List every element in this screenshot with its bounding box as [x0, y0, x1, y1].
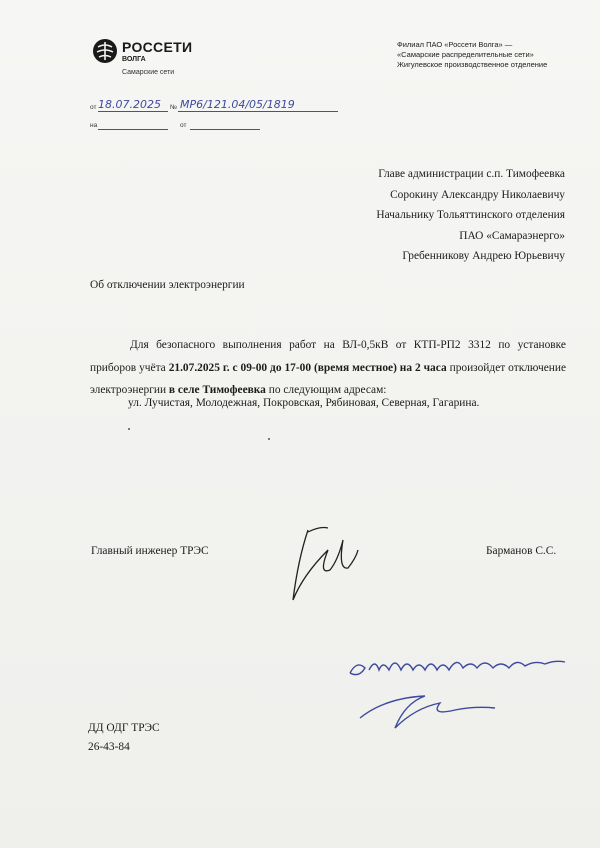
letter-subject: Об отключении электроэнергии	[90, 279, 245, 291]
branch-line-2: «Самарские распределительные сети»	[397, 50, 534, 59]
footer-department: ДД ОДГ ТРЭС	[88, 722, 160, 734]
rosseti-logo-icon	[92, 38, 118, 64]
outage-time: 21.07.2025 г. с 09-00 до 17-00 (время местное) на 2 часа	[168, 361, 447, 374]
body-paragraph: Для безопасного выполнения работ на ВЛ-0,5кВ от КТП-РП2 3312 по установке приборов учёта 21.07.2025 г. с 09-00 до 17-00 (время местное) на 2 часа произойдет отключение электроэнергии в селе Тимофеевка по следующим адресам:	[90, 339, 567, 396]
branch-info	[397, 40, 577, 70]
registration-block	[90, 98, 350, 134]
signer-name: Барманов С.С.	[486, 545, 557, 557]
addressee-line: Главе администрации с.п. Тимофеевка	[378, 168, 565, 180]
addressee-block	[265, 164, 565, 267]
addressee-line: Гребенникову Андрею Юрьевичу	[402, 250, 565, 262]
street-list: ул. Лучистая, Молодежная, Покровская, Рябиновая, Северная, Гагарина.	[128, 397, 480, 409]
reg-no-label: №	[170, 104, 177, 111]
reg-date: 18.07.2025	[98, 98, 161, 111]
addressee-line: Начальнику Тольяттинского отделения	[376, 209, 565, 221]
reg-ot2-label: от	[180, 122, 187, 129]
outage-location: в селе Тимофеевка	[168, 384, 266, 396]
branch-line-1: Филиал ПАО «Россети Волга» —	[397, 40, 513, 49]
reg-ot-label: от	[90, 104, 97, 111]
company-logo	[92, 38, 212, 80]
handwritten-signature	[268, 520, 378, 610]
branch-line-3: Жигулевское производственное отделение	[397, 60, 548, 69]
signer-title: Главный инженер ТРЭС	[91, 545, 209, 557]
letter-body	[90, 334, 566, 402]
reg-na-label: на	[90, 122, 98, 129]
acknowledgement-handwriting	[345, 648, 575, 738]
addressee-line: Сорокину Александру Николаевичу	[390, 188, 565, 201]
brand-sub2: Самарские сети	[122, 69, 175, 76]
brand-sub: ВОЛГА	[122, 56, 146, 63]
acknowledged-text: ознакомлены	[345, 648, 351, 649]
addressee-line: ПАО «Самараэнерго»	[459, 229, 565, 242]
brand-name: РОССЕТИ	[122, 39, 193, 55]
reg-number: МР6/121.04/05/1819	[180, 98, 295, 111]
footer-phone: 26-43-84	[88, 741, 130, 753]
